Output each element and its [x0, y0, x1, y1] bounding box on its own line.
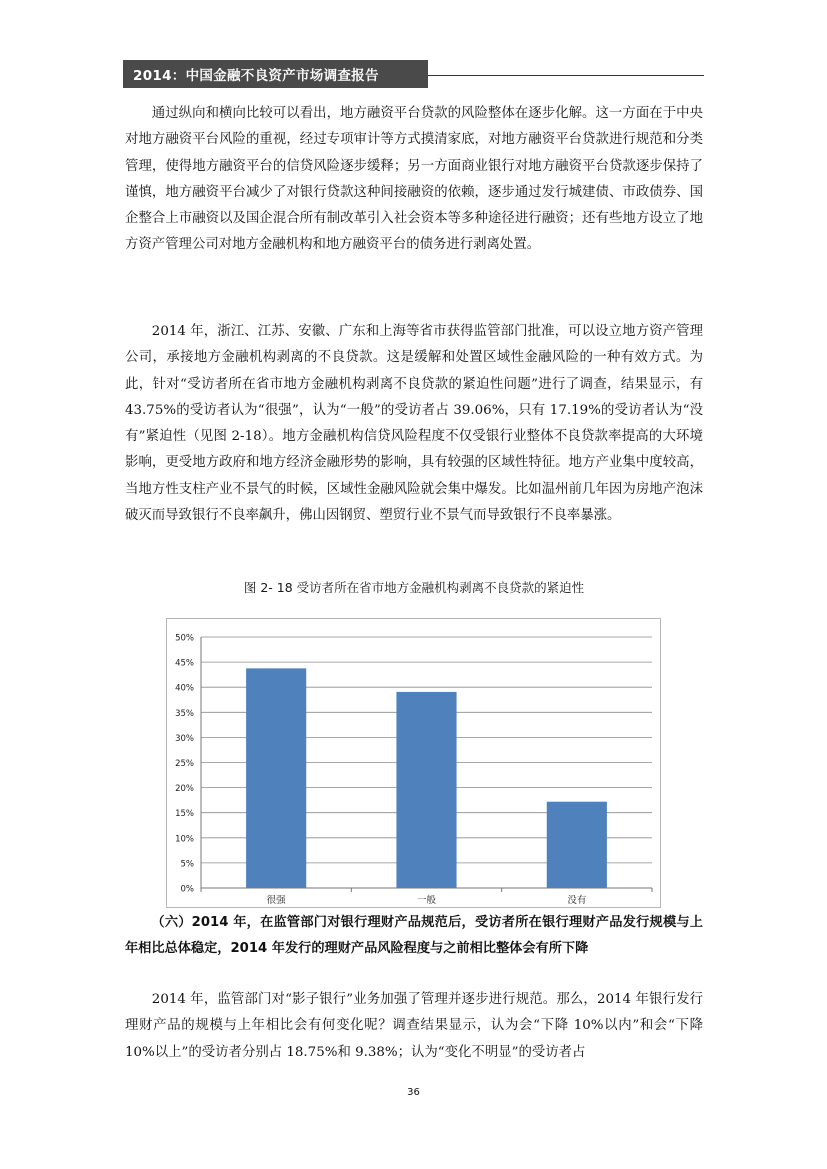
page-number: 36 — [407, 1087, 420, 1098]
header-rule — [428, 75, 704, 76]
y-tick-label: 30% — [175, 733, 194, 744]
y-tick-label: 45% — [175, 658, 194, 669]
bar-chart — [166, 618, 661, 908]
bar-1 — [246, 668, 306, 888]
bar-2 — [396, 692, 456, 888]
y-tick-label: 5% — [180, 859, 194, 870]
y-tick-label: 20% — [175, 784, 194, 795]
y-tick-label: 0% — [180, 884, 194, 895]
y-tick-label: 35% — [175, 708, 194, 719]
x-tick-label: 很强 — [266, 895, 286, 906]
paragraph-1: 通过纵向和横向比较可以看出，地方融资平台贷款的风险整体在逐步化解。这一方面在于中央对地方融资平台风险的重视，经过专项审计等方式摸清家底，对地方融资平台贷款进行规范和分类管理，使得地方融资平台的信贷风险逐步缓释；另一方面商业银行对地方融资平台贷款逐步保持了谨慎，地方融资平台减少了对银行贷款这种间接融资的依赖，逐步通过发行城建债、市政债券、国企整合上市融资以及国企混合所有制改革引入社会资本等多种途径进行融资；还有些地方设立了地方资产管理公司对地方金融机构和地方融资平台的债务进行剥离处置。 — [125, 106, 703, 253]
y-tick-label: 10% — [175, 834, 194, 845]
y-tick-label: 15% — [175, 809, 194, 820]
x-tick-label: 没有 — [567, 895, 587, 906]
y-tick-label: 50% — [175, 633, 194, 644]
report-title: 2014：中国金融不良资产市场调查报告 — [133, 68, 379, 84]
x-tick-label: 一般 — [416, 895, 437, 906]
paragraph-3: 2014 年，监管部门对“影子银行”业务加强了管理并逐步进行规范。那么，2014 年银行发行理财产品的规模与上年相比会有何变化呢？调查结果显示，认为会“下降 10%以内”和会“下降 10%以上”的受访者分别占 18.75%和 9.38%；认为“变化不明显”的受访者占 — [125, 992, 703, 1060]
bar-chart-svg — [167, 619, 662, 909]
y-tick-label: 25% — [175, 759, 194, 769]
paragraph-2: 2014 年，浙江、江苏、安徽、广东和上海等省市获得监管部门批准，可以设立地方资产管理公司，承接地方金融机构剥离的不良贷款。这是缓解和处置区域性金融风险的一种有效方式。为此，针对“受访者所在省市地方金融机构剥离不良贷款的紧迫性问题”进行了调查，结果显示，有 43.75%的受访者认为“很强”，认为“一般”的受访者占 39.06%，只有 17.19%的受访者认为“没有”紧迫性（见图 2-18）。地方金融机构信贷风险程度不仅受银行业整体不良贷款率提高的大环境影响，更受地方政府和地方经济金融形势的影响，具有较强的区域性特征。地方产业集中度较高，当地方性支柱产业不景气的时候，区域性金融风险就会集中爆发。比如温州前几年因为房地产泡沫破灭而导致银行不良率飙升，佛山因钢贸、塑贸行业不景气而导致银行不良率暴涨。 — [125, 324, 703, 524]
bar-3 — [547, 802, 607, 888]
report-header — [123, 60, 428, 88]
section-heading: （六）2014 年，在监管部门对银行理财产品规范后，受访者所在银行理财产品发行规模与上年相比总体稳定，2014 年发行的理财产品风险程度与之前相比整体会有所下降 — [125, 915, 703, 956]
y-tick-label: 40% — [175, 683, 194, 694]
figure-caption: 图 2- 18 受访者所在省市地方金融机构剥离不良贷款的紧迫性 — [243, 580, 585, 595]
